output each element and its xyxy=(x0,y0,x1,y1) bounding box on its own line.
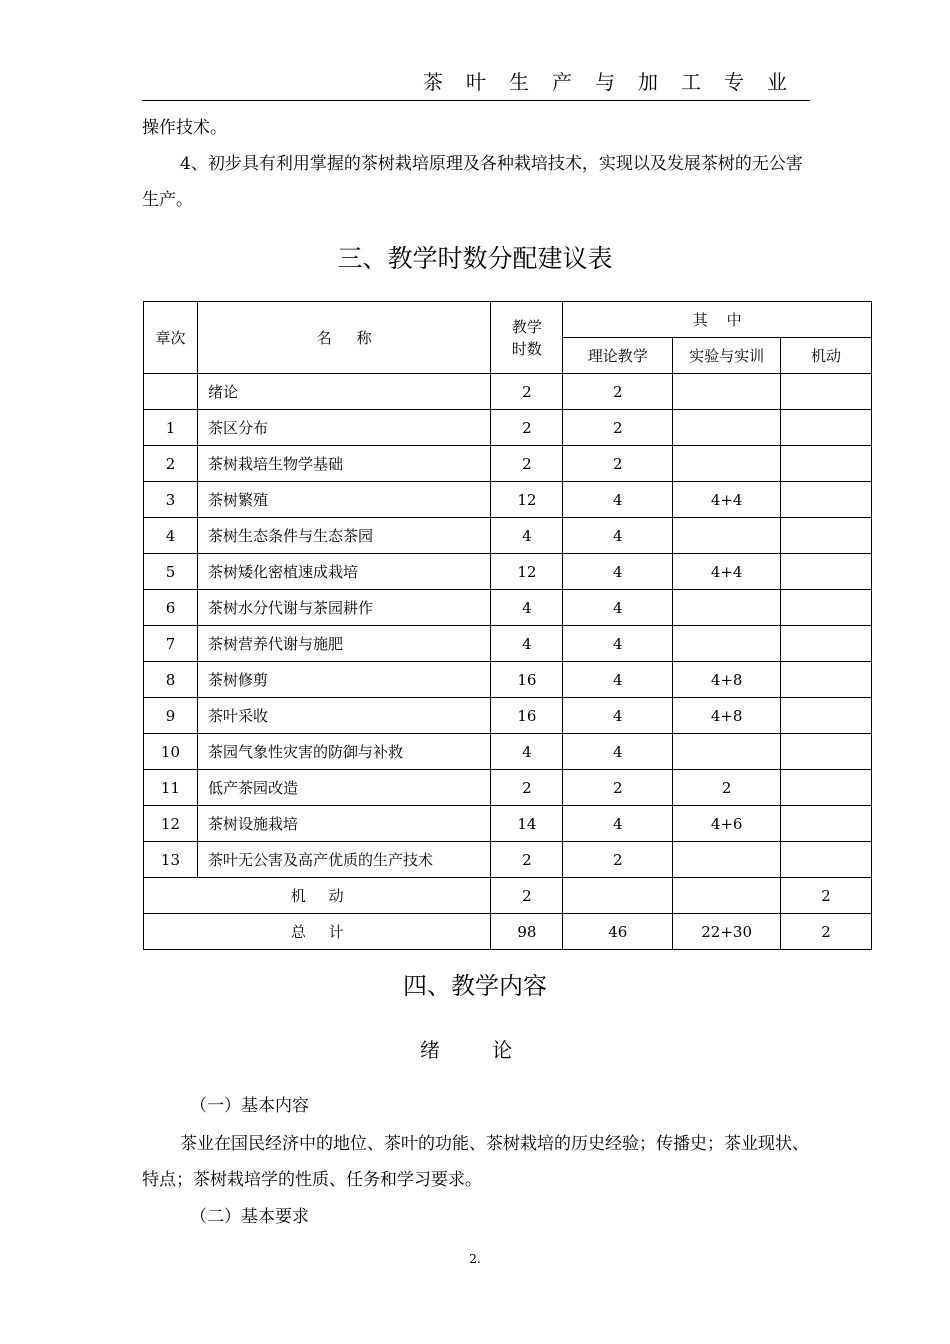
cell-flexible xyxy=(781,410,872,446)
cell-name: 茶树营养代谢与施肥 xyxy=(197,626,491,662)
cell-practice: 22+30 xyxy=(673,914,781,950)
table-row xyxy=(144,806,872,842)
cell-theory: 4 xyxy=(563,698,673,734)
table-row xyxy=(144,374,872,410)
table-row xyxy=(144,626,872,662)
cell-hours: 2 xyxy=(491,446,563,482)
table-header-row xyxy=(144,302,872,338)
cell-hours: 2 xyxy=(491,770,563,806)
cell-chapter: 1 xyxy=(144,410,198,446)
cell-theory xyxy=(563,878,673,914)
basic-content-label: （一）基本内容 xyxy=(190,1096,309,1116)
cell-chapter: 10 xyxy=(144,734,198,770)
cell-theory: 4 xyxy=(563,806,673,842)
cell-hours: 2 xyxy=(491,878,563,914)
cell-name: 茶园气象性灾害的防御与补救 xyxy=(197,734,491,770)
introduction-title: 绪 论 xyxy=(419,1038,531,1062)
running-header xyxy=(142,66,810,101)
table-row xyxy=(144,518,872,554)
page-number: 2. xyxy=(469,1252,481,1266)
header-hours xyxy=(491,302,563,374)
cell-name: 茶树修剪 xyxy=(197,662,491,698)
cell-name: 茶树生态条件与生态茶园 xyxy=(197,518,491,554)
cell-flexible xyxy=(781,590,872,626)
cell-flexible xyxy=(781,554,872,590)
cell-practice: 4+8 xyxy=(673,662,781,698)
cell-name: 茶树设施栽培 xyxy=(197,806,491,842)
cell-name: 低产茶园改造 xyxy=(197,770,491,806)
cell-practice: 4+8 xyxy=(673,698,781,734)
cell-hours: 2 xyxy=(491,374,563,410)
cell-hours: 16 xyxy=(491,662,563,698)
cell-name: 茶树矮化密植速成栽培 xyxy=(197,554,491,590)
table-row xyxy=(144,554,872,590)
cell-hours: 4 xyxy=(491,626,563,662)
cell-chapter: 13 xyxy=(144,842,198,878)
cell-hours: 98 xyxy=(491,914,563,950)
cell-theory: 4 xyxy=(563,518,673,554)
cell-practice xyxy=(673,842,781,878)
cell-flexible xyxy=(781,806,872,842)
cell-hours: 4 xyxy=(491,518,563,554)
cell-name: 绪论 xyxy=(197,374,491,410)
intro-line: 操作技术。 xyxy=(142,118,227,138)
cell-flexible xyxy=(781,842,872,878)
header-hours-label: 教学时数 xyxy=(511,317,542,358)
header-of-which: 其 中 xyxy=(563,302,872,338)
cell-practice: 4+4 xyxy=(673,482,781,518)
header-flexible: 机动 xyxy=(781,338,872,374)
cell-chapter: 7 xyxy=(144,626,198,662)
cell-theory: 2 xyxy=(563,446,673,482)
table-row xyxy=(144,410,872,446)
cell-chapter: 12 xyxy=(144,806,198,842)
cell-flexible xyxy=(781,734,872,770)
cell-chapter: 3 xyxy=(144,482,198,518)
cell-theory: 2 xyxy=(563,842,673,878)
cell-practice xyxy=(673,626,781,662)
cell-practice xyxy=(673,590,781,626)
cell-chapter: 8 xyxy=(144,662,198,698)
cell-chapter: 6 xyxy=(144,590,198,626)
cell-chapter: 2 xyxy=(144,446,198,482)
cell-flexible: 2 xyxy=(781,914,872,950)
cell-chapter: 4 xyxy=(144,518,198,554)
cell-chapter: 9 xyxy=(144,698,198,734)
cell-theory: 46 xyxy=(563,914,673,950)
cell-name: 茶树繁殖 xyxy=(197,482,491,518)
cell-theory: 4 xyxy=(563,734,673,770)
cell-name: 茶树栽培生物学基础 xyxy=(197,446,491,482)
table-row xyxy=(144,446,872,482)
cell-hours: 14 xyxy=(491,806,563,842)
basic-requirements-label: （二）基本要求 xyxy=(190,1207,309,1227)
header-name: 名 称 xyxy=(197,302,491,374)
flexible-row xyxy=(144,878,872,914)
cell-hours: 12 xyxy=(491,554,563,590)
section-4-title: 四、教学内容 xyxy=(403,972,547,1000)
table-row xyxy=(144,698,872,734)
cell-flexible xyxy=(781,446,872,482)
cell-practice xyxy=(673,734,781,770)
cell-flexible xyxy=(781,626,872,662)
flexible-row-label: 机 动 xyxy=(144,878,491,914)
cell-name: 茶叶采收 xyxy=(197,698,491,734)
header-chapter: 章次 xyxy=(144,302,198,374)
cell-practice: 4+6 xyxy=(673,806,781,842)
cell-practice: 2 xyxy=(673,770,781,806)
header-practice: 实验与实训 xyxy=(673,338,781,374)
cell-practice xyxy=(673,446,781,482)
cell-practice xyxy=(673,410,781,446)
cell-practice: 4+4 xyxy=(673,554,781,590)
cell-theory: 4 xyxy=(563,626,673,662)
table-row xyxy=(144,770,872,806)
section-3-title: 三、教学时数分配建议表 xyxy=(337,244,613,273)
cell-flexible xyxy=(781,662,872,698)
cell-name: 茶叶无公害及高产优质的生产技术 xyxy=(197,842,491,878)
cell-theory: 4 xyxy=(563,554,673,590)
cell-hours: 12 xyxy=(491,482,563,518)
header-theory: 理论教学 xyxy=(563,338,673,374)
cell-flexible xyxy=(781,698,872,734)
table-row xyxy=(144,842,872,878)
cell-theory: 4 xyxy=(563,482,673,518)
objective-4-paragraph: 4、初步具有利用掌握的茶树栽培原理及各种栽培技术，实现以及发展茶树的无公害生产。 xyxy=(142,154,803,210)
total-row xyxy=(144,914,872,950)
cell-practice xyxy=(673,518,781,554)
table-row xyxy=(144,482,872,518)
cell-flexible xyxy=(781,482,872,518)
cell-name: 茶树水分代谢与茶园耕作 xyxy=(197,590,491,626)
cell-flexible xyxy=(781,518,872,554)
basic-content-text: 茶业在国民经济中的地位、茶叶的功能、茶树栽培的历史经验；传播史；茶业现状、特点；茶树栽培学的性质、任务和学习要求。 xyxy=(142,1134,809,1190)
cell-hours: 2 xyxy=(491,410,563,446)
cell-flexible xyxy=(781,374,872,410)
cell-hours: 2 xyxy=(491,842,563,878)
cell-theory: 2 xyxy=(563,770,673,806)
cell-practice xyxy=(673,374,781,410)
cell-theory: 2 xyxy=(563,374,673,410)
cell-practice xyxy=(673,878,781,914)
header-title: 茶叶生产与加工专业 xyxy=(423,70,810,94)
table-row xyxy=(144,590,872,626)
cell-chapter: 11 xyxy=(144,770,198,806)
cell-theory: 4 xyxy=(563,590,673,626)
table-row xyxy=(144,662,872,698)
hours-allocation-table xyxy=(143,301,872,950)
cell-theory: 4 xyxy=(563,662,673,698)
cell-chapter xyxy=(144,374,198,410)
cell-flexible xyxy=(781,770,872,806)
cell-chapter: 5 xyxy=(144,554,198,590)
cell-name: 茶区分布 xyxy=(197,410,491,446)
cell-hours: 16 xyxy=(491,698,563,734)
table-row xyxy=(144,734,872,770)
total-row-label: 总 计 xyxy=(144,914,491,950)
cell-hours: 4 xyxy=(491,734,563,770)
cell-theory: 2 xyxy=(563,410,673,446)
cell-hours: 4 xyxy=(491,590,563,626)
cell-flexible: 2 xyxy=(781,878,872,914)
